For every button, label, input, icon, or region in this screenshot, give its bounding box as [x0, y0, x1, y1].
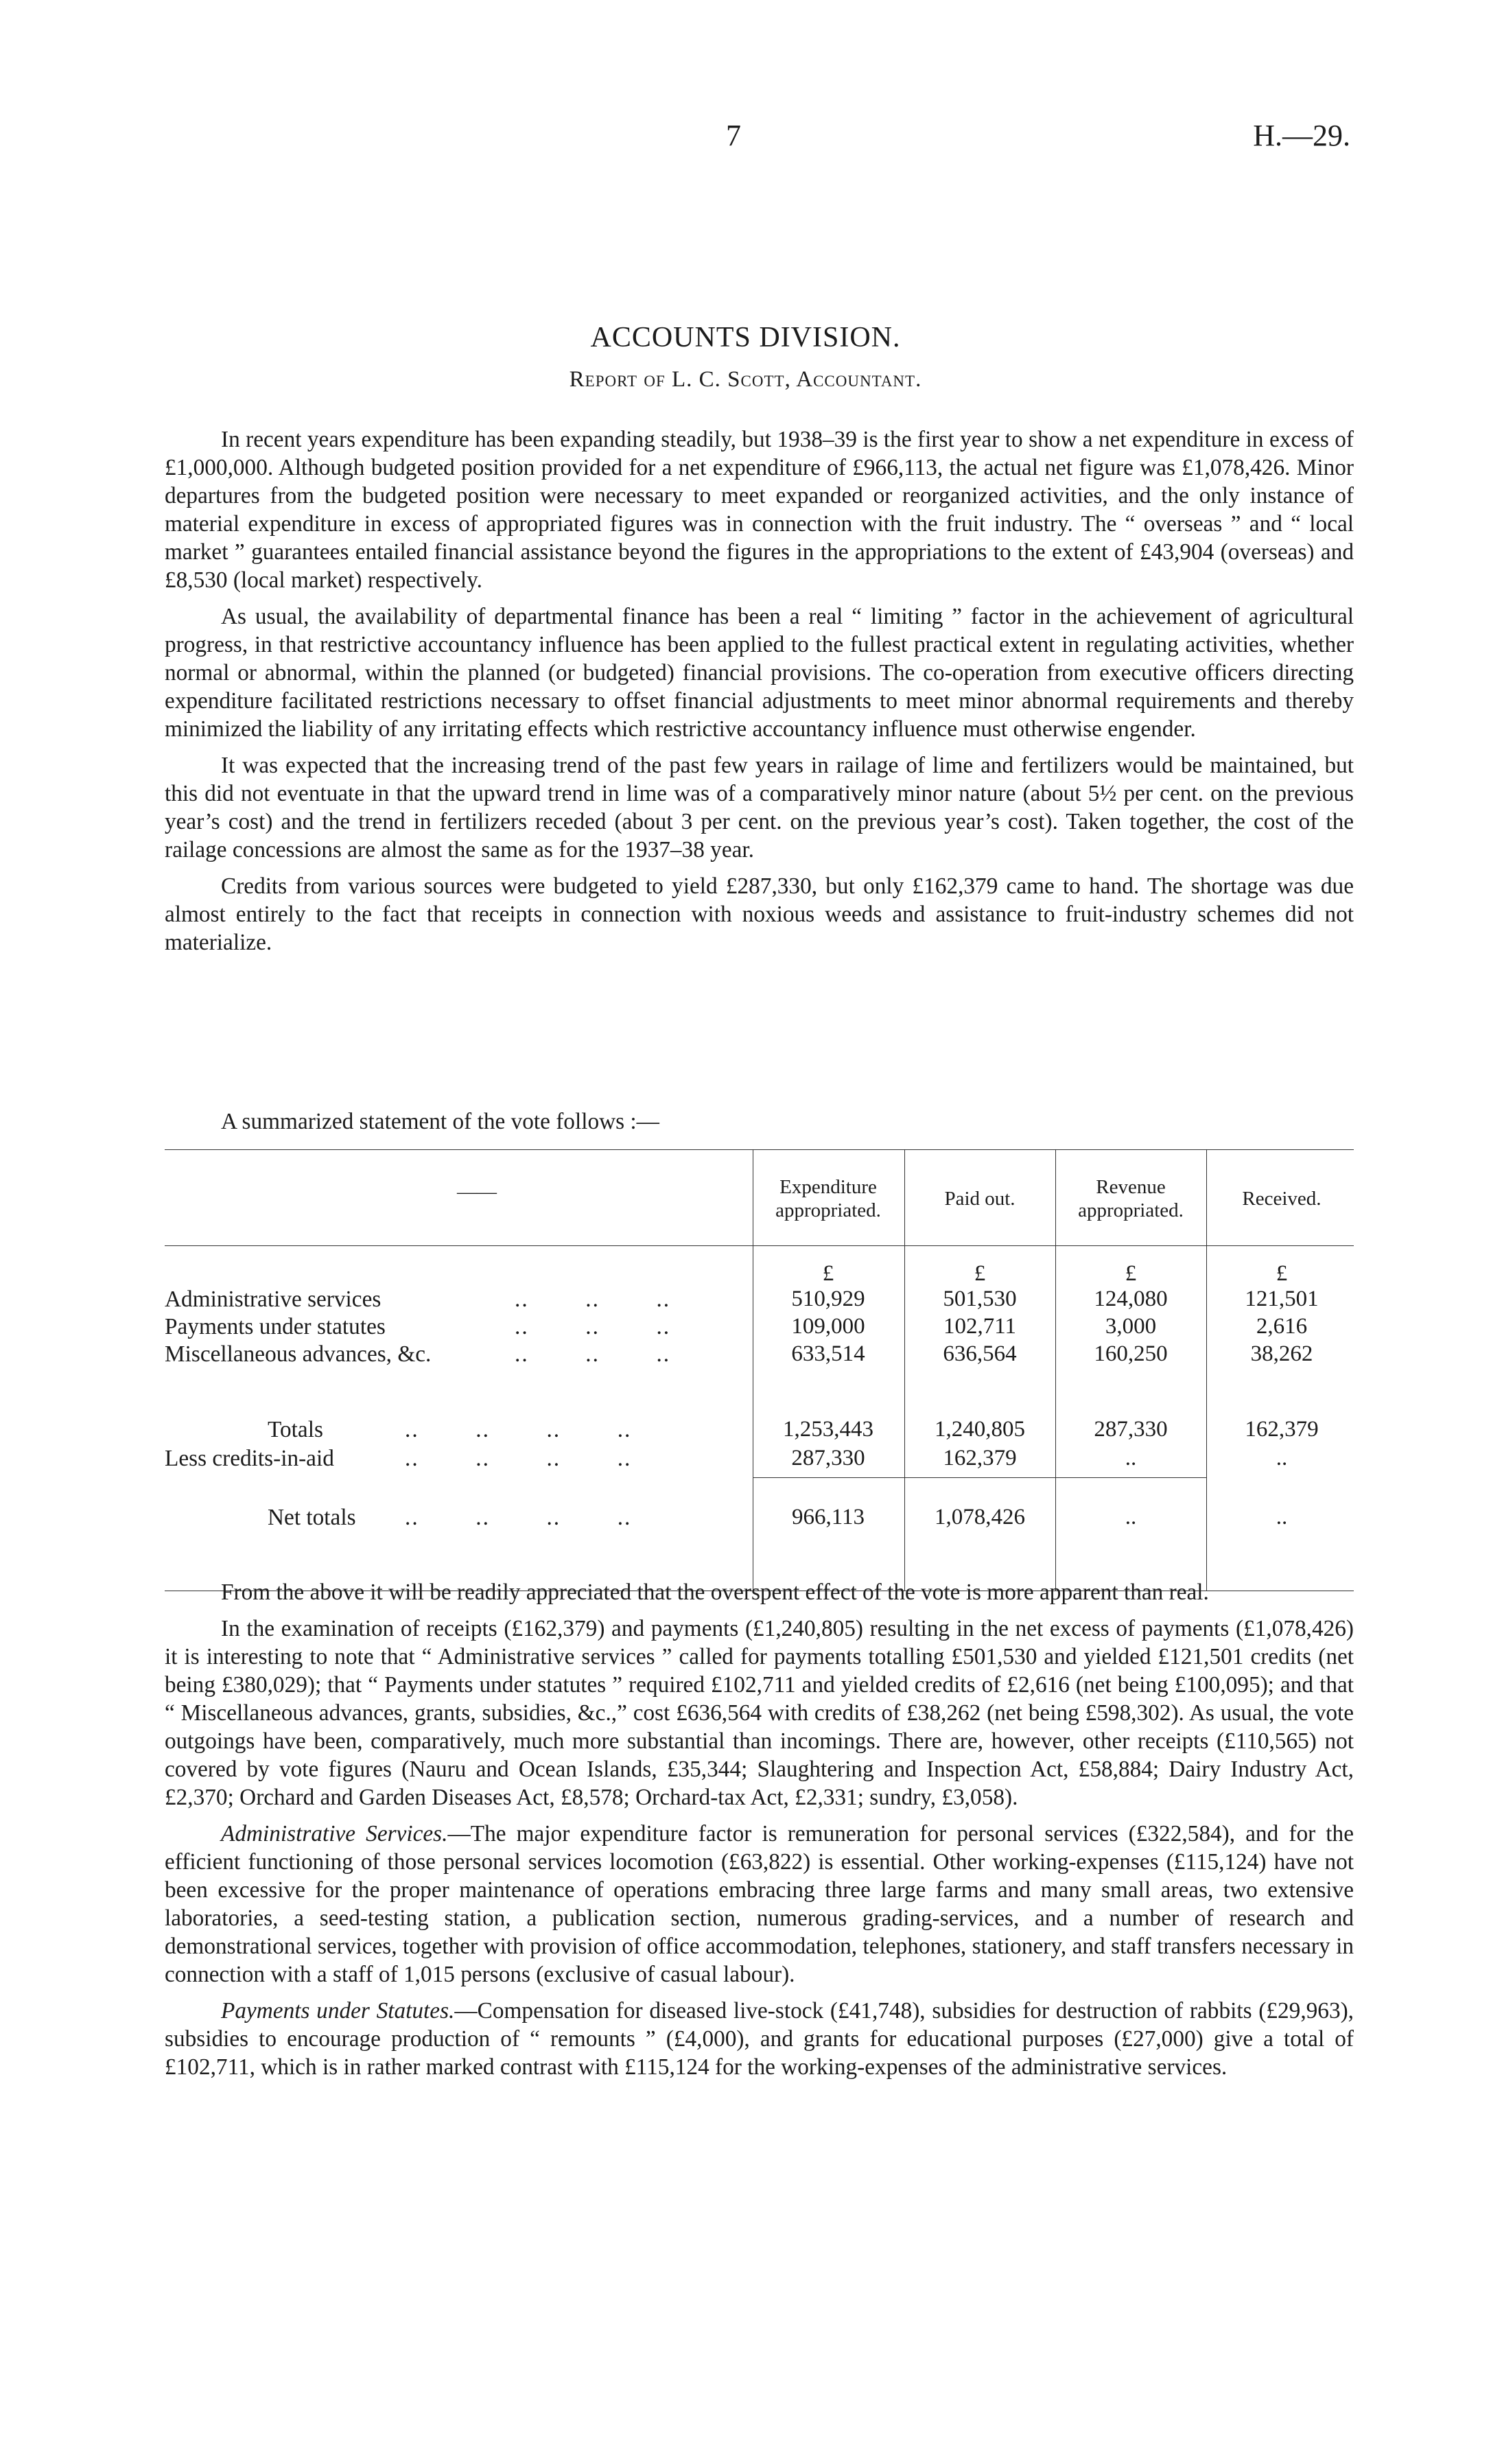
page-number: 7 [726, 119, 741, 152]
column-header-expenditure: Expenditure appropriated. [775, 1176, 881, 1221]
less-credits-cell: .. [1276, 1446, 1288, 1470]
net-totals-label: Net totals [268, 1505, 356, 1530]
net-totals-cell: 966,113 [791, 1505, 865, 1529]
column-divider [1055, 1149, 1056, 1591]
table-header-rule [165, 1245, 1354, 1246]
leader-dots: .. .. .. .. [405, 1446, 632, 1471]
table-cell: 160,250 [1094, 1341, 1168, 1366]
table-cell: 38,262 [1250, 1341, 1313, 1366]
totals-cell: 1,253,443 [783, 1417, 873, 1442]
totals-label: Totals [268, 1417, 323, 1442]
net-totals-rule [753, 1477, 1206, 1478]
table-cell: 121,501 [1245, 1287, 1319, 1311]
paragraph-text: —Compensation for diseased live-stock (£41,748), subsidies for destruction of rabbits (£29,963), subsidies to encourage production of “ remounts ” (£4,000), and grants for educational purposes (£27,000) give a total of £102,711, which is in rather marked contrast with £115,124 for the working-expenses of the administrative services. [165, 1998, 1354, 2080]
paragraph-text: In the examination of receipts (£162,379) and payments (£1,240,805) resulting in the net excess of payments (£1,078,426) it is interesting to note that “ Administrative services ” called for payments totalling £501,530 and yielded £121,501 credits (net being £380,029); that “ Payments under statutes ” required £102,711 and yielded credits of £2,616 (net being £100,095); and that “ Miscellaneous advances, grants, subsidies, &c.,” cost £636,564 with credits of £38,262 (net being £598,302). As usual, the vote outgoings have been, comparatively, much more substantial than incomings. There are, however, other receipts (£110,565) not covered by vote figures (Nauru and Ocean Islands, £35,344; Slaughtering and Inspection Act, £58,884; Dairy Industry Act, £2,370; Orchard and Garden Diseases Act, £8,578; Orchard-tax Act, £2,331; sundry, £3,058). [165, 1616, 1354, 1810]
paragraph: Credits from various sources were budgeted to yield £287,330, but only £162,379 came to hand. The shortage was due almost entirely to the fact that receipts in connection with noxious weeds and assistance to fruit-industry schemes did not materialize. [165, 873, 1354, 955]
leader-dots: .. .. .. .. [405, 1417, 632, 1442]
table-cell: 501,530 [943, 1287, 1017, 1311]
table-cell: 510,929 [791, 1287, 865, 1311]
net-totals-cell: .. [1276, 1505, 1288, 1529]
totals-cell: 287,330 [1094, 1417, 1168, 1442]
section-title: ACCOUNTS DIVISION. [590, 322, 901, 353]
table-cell: 102,711 [943, 1314, 1017, 1339]
less-credits-cell: 162,379 [943, 1446, 1017, 1470]
paragraph-text: —The major expenditure factor is remuneration for personal services (£322,584), and for the efficient functioning of those personal services locomotion (£63,822) is essential. Other working-expenses (£115,124) have not been excessive for the proper maintenance of operations embracing three large farms and many small areas, two extensive laboratories, a seed-testing station, a publication section, numerous grading-services, and a number of research and demonstrational services, together with provision of office accommodation, telephones, stationery, and staff transfers necessary in connection with a staff of 1,015 persons (exclusive of casual labour). [165, 1821, 1354, 1987]
currency-symbol: £ [974, 1261, 986, 1286]
table-cell: 636,564 [943, 1341, 1017, 1366]
currency-symbol: £ [1125, 1261, 1137, 1286]
totals-cell: 1,240,805 [935, 1417, 1025, 1442]
column-header-received: Received. [1242, 1188, 1322, 1210]
leader-dots: .. .. .. .. [405, 1505, 632, 1530]
leader-dots: .. .. .. [515, 1287, 671, 1312]
less-credits-cell: .. [1125, 1446, 1137, 1470]
currency-symbol: £ [1276, 1261, 1288, 1286]
column-divider [1206, 1149, 1207, 1591]
paragraph [165, 1578, 1354, 1606]
table-cell: 2,616 [1256, 1314, 1308, 1339]
table-cell: 109,000 [791, 1314, 865, 1339]
net-totals-cell: .. [1125, 1505, 1137, 1529]
leader-dots: .. .. .. [515, 1341, 671, 1367]
report-body-top [165, 425, 1354, 965]
column-divider [904, 1149, 905, 1591]
table-intro: A summarized statement of the vote follows :— [221, 1109, 659, 1134]
paragraph-text: From the above it will be readily appreciated that the overspent effect of the vote is more apparent than real. [221, 1580, 1209, 1605]
paragraph [165, 1615, 1354, 1811]
net-totals-cell: 1,078,426 [935, 1505, 1025, 1529]
leader-dots: .. .. .. [515, 1314, 671, 1339]
section-subtitle: Report of L. C. Scott, Accountant. [569, 367, 922, 392]
row-label: Payments under statutes [165, 1314, 386, 1339]
paragraph-lead-in: Administrative Services. [221, 1821, 448, 1846]
table-cell: 633,514 [791, 1341, 865, 1366]
paragraph: It was expected that the increasing trend of the past few years in railage of lime and fertilizers would be maintained, but this did not eventuate in that the upward trend in lime was of a comparatively minor nature (about 5½ per cent. on the previous year’s cost) and the trend in fertilizers receded (about 3 per cent. on the previous year’s cost). Taken together, the cost of the railage concessions are almost the same as for the 1937–38 year. [165, 753, 1354, 863]
document-reference: H.—29. [1253, 119, 1350, 152]
paragraph: As usual, the availability of departmental finance has been a real “ limiting ” factor in the achievement of agricultural progress, in that restrictive accountancy influence has been applied to the fullest practical extent in regulating activities, whether normal or abnormal, within the planned (or budgeted) financial provisions. The co-operation from executive officers directing expenditure facilitated restrictions necessary to offset financial adjustments to meet minor abnormal requirements and thereby minimized the liability of any irritating effects which restrictive accountancy influence must otherwise engender. [165, 604, 1354, 742]
table-top-rule [165, 1149, 1354, 1150]
table-cell: 124,080 [1094, 1287, 1168, 1311]
stub-header: —— [457, 1181, 497, 1203]
paragraph [165, 1820, 1354, 1988]
totals-cell: 162,379 [1245, 1417, 1319, 1442]
table-cell: 3,000 [1105, 1314, 1157, 1339]
column-header-paid-out: Paid out. [944, 1188, 1015, 1210]
paragraph: In recent years expenditure has been expanding steadily, but 1938–39 is the first year to show a net expenditure in excess of £1,000,000. Although budgeted position provided for a net expenditure of £966,113, the actual net figure was £1,078,426. Minor departures from the budgeted position were necessary to meet expanded or reorganized activities, and the only instance of material expenditure in excess of appropriated figures was in connection with the fruit industry. The “ overseas ” and “ local market ” guarantees entailed financial assistance beyond the figures in the appropriations to the extent of £43,904 (overseas) and £8,530 (local market) respectively. [165, 427, 1354, 593]
paragraph-lead-in: Payments under Statutes. [221, 1998, 455, 2023]
report-body-bottom [165, 1578, 1354, 2089]
row-label: Miscellaneous advances, &c. [165, 1341, 432, 1367]
less-credits-label: Less credits-in-aid [165, 1446, 334, 1471]
paragraph [165, 1997, 1354, 2081]
column-header-revenue: Revenue appropriated. [1078, 1176, 1184, 1221]
less-credits-cell: 287,330 [791, 1446, 865, 1470]
currency-symbol: £ [822, 1261, 834, 1286]
row-label: Administrative services [165, 1287, 381, 1312]
